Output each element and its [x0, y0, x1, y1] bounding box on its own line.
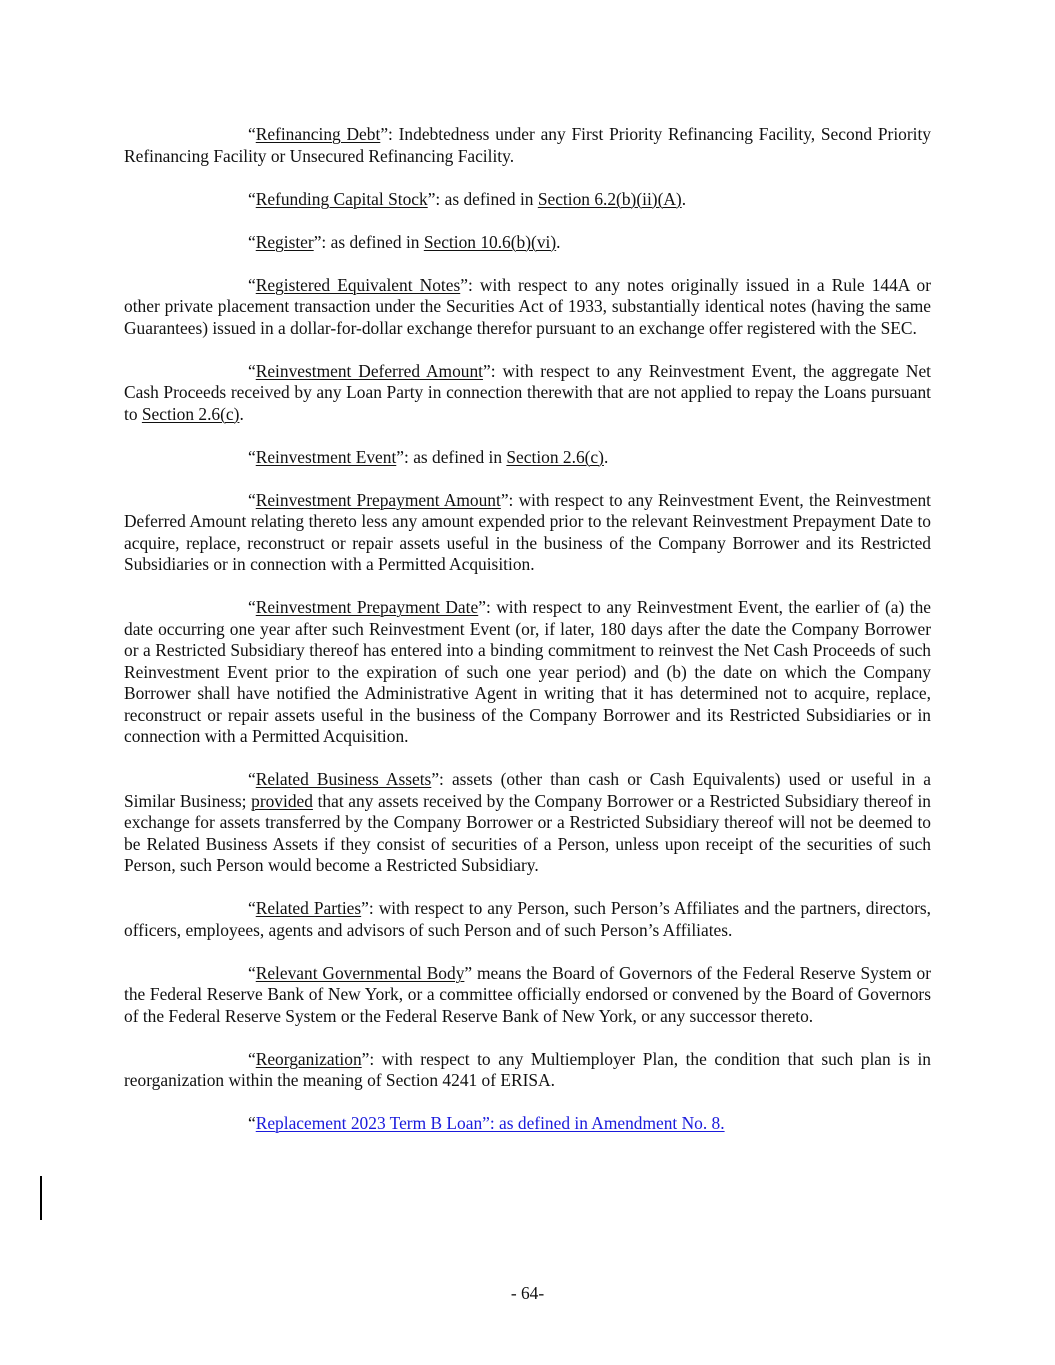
open-quote: “: [248, 898, 256, 918]
cross-reference: Section 6.2(b)(ii)(A): [537, 188, 682, 209]
defined-term: Refinancing Debt: [255, 124, 381, 144]
definition-text: with respect to any Person, such Person’s Affiliates and the partners, directors, officers, employees, agents and advisors of such Person and of such Person’s Affiliates.: [124, 898, 931, 940]
term-separator: ”:: [500, 489, 519, 510]
inserted-open-quote: “: [248, 1113, 256, 1133]
term-separator: ”:: [427, 188, 445, 209]
defined-term: Reinvestment Prepayment Date: [255, 597, 479, 617]
open-quote: “: [248, 597, 256, 617]
definition-text: that any assets received by the Company Borrower or a Restricted Subsidiary thereof in exchange for assets transferred by the Company Borrower or a Restricted Subsidiary thereof will not be deemed to be Related Business Assets if they consist of securities of a Person, unless upon receipt of the securities of such Person, such Person would become a Restricted Subsidiary.: [124, 790, 932, 875]
cross-reference: provided: [251, 790, 313, 811]
cross-reference: Section 2.6(c): [141, 403, 240, 424]
definition-text: .: [239, 403, 244, 424]
definition-text: with respect to any Multiemployer Plan, the condition that such plan is in reorganization within the meaning of Section 4241 of ERISA.: [124, 1048, 931, 1090]
definition-text: .: [603, 446, 609, 467]
definition-text: with respect to any Reinvestment Event, the aggregate Net Cash Proceeds received by any Loan Party in connection therewith that are not applied to repay the Loans pursuant to: [124, 360, 932, 424]
term-separator: ”:: [361, 1048, 382, 1069]
open-quote: “: [248, 489, 256, 510]
defined-term: Reinvestment Prepayment Amount: [255, 489, 501, 510]
open-quote: “: [248, 769, 256, 789]
defined-term: Reinvestment Event: [255, 446, 397, 467]
term-separator: ”:: [460, 274, 480, 295]
defined-term: Refunding Capital Stock: [255, 188, 428, 209]
defined-term: Reorganization: [255, 1048, 362, 1069]
definition-text: Indebtedness under any First Priority Refinancing Facility, Second Priority Refinancing Facility or Unsecured Refinancing Facility.: [124, 124, 931, 166]
definition-text: as defined in: [444, 188, 538, 209]
defined-term: Registered Equivalent Notes: [255, 274, 461, 295]
definition-paragraph: [124, 597, 931, 748]
cross-reference: Section 2.6(c): [506, 446, 604, 467]
document-body: [124, 124, 931, 1156]
cross-reference: Section 10.6(b)(vi): [423, 231, 557, 252]
definition-paragraph: [124, 898, 931, 941]
definition-paragraph: [124, 124, 931, 167]
term-separator: ”: [464, 962, 477, 983]
open-quote: “: [248, 124, 256, 144]
term-separator: ”:: [478, 597, 497, 617]
term-separator: ”:: [380, 124, 399, 144]
definition-text: .: [681, 188, 687, 209]
definition-paragraph: [124, 490, 931, 576]
definition-text: with respect to any notes originally issued in a Rule 144A or other private placement transaction under the Securities Act of 1933, substantially identical notes (having the same Guarantees) issued in a dollar-for-dollar exchange therefor pursuant to an exchange offer registered with the SEC.: [124, 274, 932, 338]
open-quote: “: [248, 962, 256, 983]
definition-text: as defined in: [330, 231, 424, 252]
page-number: - 64-: [510, 1283, 545, 1303]
definition-paragraph: [124, 963, 931, 1028]
definition-text: with respect to any Reinvestment Event, the earlier of (a) the date occurring one year after such Reinvestment Event (or, if later, 180 days after the date the Company Borrower or a Restricted Subsidiary thereof has entered into a binding commitment to reinvest the Net Cash Proceeds of such Reinvestment Event prior to the expiration of such one year period) and (b) the date on which the Company Borrower shall have notified the Administrative Agent in writing that it has determined not to acquire, replace, reconstruct or repair assets useful in the business of the Company Borrower and its Restricted Subsidiaries or in connection with a Permitted Acquisition.: [124, 597, 931, 746]
defined-term: Reinvestment Deferred Amount: [255, 360, 484, 381]
defined-term: Relevant Governmental Body: [255, 962, 465, 983]
open-quote: “: [248, 1048, 256, 1069]
definition-paragraph: [124, 189, 931, 211]
term-separator: ”:: [361, 898, 379, 918]
definition-paragraph: [124, 447, 931, 469]
defined-term: Related Parties: [255, 898, 362, 918]
definition-paragraph: [124, 769, 931, 877]
definition-paragraph: [124, 232, 931, 254]
definition-paragraph: [124, 1049, 931, 1092]
definition-text: means the Board of Governors of the Federal Reserve System or the Federal Reserve Bank of New York, or a committee officially endorsed or convened by the Board of Governors of the Federal Reserve System or the Federal Reserve Bank of New York, or any successor thereto.: [124, 962, 931, 1026]
definition-text: with respect to any Reinvestment Event, the Reinvestment Deferred Amount relating thereto less any amount expended prior to the relevant Reinvestment Prepayment Date to acquire, replace, reconstruct or repair assets useful in the business of the Company Borrower and its Restricted Subsidiaries or in connection with a Permitted Acquisition.: [124, 489, 931, 574]
term-separator: ”:: [483, 360, 503, 381]
definition-text: as defined in: [413, 446, 507, 467]
defined-term: Related Business Assets: [255, 769, 432, 789]
definitions-list: [124, 124, 931, 1092]
open-quote: “: [248, 188, 256, 209]
open-quote: “: [248, 231, 256, 252]
open-quote: “: [248, 360, 256, 381]
defined-term: Register: [255, 231, 314, 252]
term-separator: ”:: [431, 769, 452, 789]
term-separator: ”:: [313, 231, 331, 252]
open-quote: “: [248, 446, 256, 467]
definition-text: assets (other than cash or Cash Equivalents) used or useful in a Similar Business;: [124, 769, 932, 811]
revision-change-bar: [40, 1176, 42, 1220]
inserted-definition-text: Replacement 2023 Term B Loan”: as defined in Amendment No. 8.: [255, 1113, 725, 1133]
inserted-definition: [124, 1113, 931, 1135]
definition-paragraph: [124, 275, 931, 340]
open-quote: “: [248, 274, 256, 295]
definition-paragraph: [124, 361, 931, 426]
term-separator: ”:: [396, 446, 414, 467]
definition-text: .: [556, 231, 561, 252]
